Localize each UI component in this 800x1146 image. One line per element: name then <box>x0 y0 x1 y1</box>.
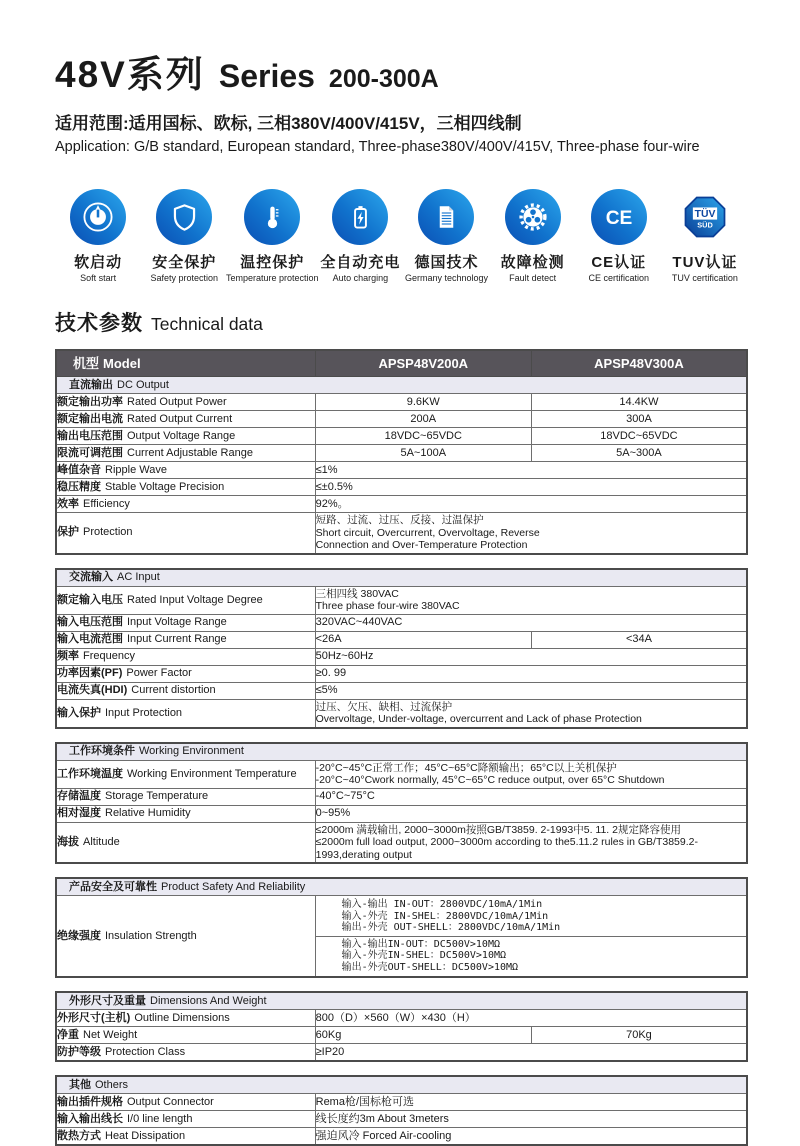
svg-text:SÜD: SÜD <box>697 220 713 230</box>
row-label <box>56 665 315 682</box>
row-label-en: Insulation Strength <box>105 929 197 942</box>
row-label-en: Altitude <box>83 835 120 848</box>
row-label <box>56 1027 315 1044</box>
row-label-en: Output Voltage Range <box>127 429 236 442</box>
row-value: 92%。 <box>315 496 747 513</box>
row-label-en: Output Connector <box>127 1095 214 1108</box>
row-label-cn: 输入电流范围 <box>57 633 123 645</box>
section-header <box>56 1076 747 1094</box>
title-range: 200-300A <box>328 65 439 93</box>
spec-row <box>56 682 747 699</box>
row-label-cn: 输出插件规格 <box>57 1095 123 1108</box>
row-value: 5A~100A <box>315 445 531 462</box>
row-label-en: Efficiency <box>83 497 130 510</box>
spec-row <box>56 445 747 462</box>
row-label-cn: 绝缘强度 <box>57 929 101 942</box>
section-title-en: Dimensions And Weight <box>150 994 267 1007</box>
row-label <box>56 631 315 648</box>
row-label-en: Frequency <box>83 650 135 662</box>
row-label-en: Outline Dimensions <box>134 1011 230 1024</box>
row-value: -40°C~75°C <box>315 788 747 805</box>
spec-table-others <box>55 1075 748 1146</box>
section-header-row <box>56 743 747 761</box>
row-label <box>56 479 315 496</box>
value-line: 输出-外壳OUT-SHELL：DC500V>10MΩ <box>341 961 519 973</box>
row-label <box>56 760 315 788</box>
application-range-en: Application: G/B standard, European standard, Three-phase380V/400V/415V, Three-phase four-wire <box>55 139 700 155</box>
row-label-cn: 额定输入电压 <box>57 593 123 606</box>
row-value: 200A <box>315 411 531 428</box>
value-line: Connection and Over-Temperature Protection <box>315 539 528 551</box>
feature-label-cn: 故障检测 <box>500 254 565 271</box>
row-value <box>315 699 747 728</box>
thermometer-icon <box>244 189 300 245</box>
row-label-en: Ripple Wave <box>105 463 167 476</box>
section-header-row <box>56 992 747 1010</box>
row-label-cn: 散热方式 <box>57 1129 101 1142</box>
svg-text:TÜV: TÜV <box>694 209 716 221</box>
value-line: 输入-外壳IN-SHEL：DC500V>10MΩ <box>341 950 507 961</box>
technical-data-heading-en: Technical data <box>151 314 263 334</box>
model-name: APSP48V300A <box>531 350 747 377</box>
value-line: 输入-输出IN-OUT：DC500V>10MΩ <box>341 938 500 950</box>
feature-label-cn: 安全保护 <box>152 254 217 271</box>
row-label-en: I/0 line length <box>127 1112 193 1125</box>
row-value: 50Hz~60Hz <box>315 648 747 665</box>
row-value: 18VDC~65VDC <box>315 428 531 445</box>
spec-row <box>56 805 747 822</box>
row-label-en: Relative Humidity <box>105 807 191 819</box>
section-title-cn: 产品安全及可靠性 <box>69 880 157 893</box>
row-label-cn: 保护 <box>57 526 79 539</box>
row-label-cn: 频率 <box>57 650 79 662</box>
model-name: APSP48V200A <box>315 350 531 377</box>
value-line: 短路、过流、过压、反接、过温保护 <box>315 514 484 526</box>
row-label-cn: 输入电压范围 <box>57 616 123 628</box>
row-label <box>56 614 315 631</box>
value-line: Overvoltage, Under-voltage, overcurrent and Lack of phase Protection <box>315 713 642 725</box>
shield-icon <box>156 189 212 245</box>
row-label-en: Input Voltage Range <box>127 616 227 628</box>
value-line: ≤2000m 满载输出, 2000~3000m按照GB/T3859. 2-1993中5. 11. 2规定降容使用 <box>315 823 681 836</box>
row-value: 320VAC~440VAC <box>315 614 747 631</box>
row-label <box>56 428 315 445</box>
spec-row <box>56 648 747 665</box>
row-label <box>56 513 315 554</box>
row-label-cn: 限流可调范围 <box>57 446 123 459</box>
row-label-en: Current distortion <box>131 684 216 696</box>
spec-row <box>56 428 747 445</box>
spec-table-ac-input <box>55 568 748 729</box>
row-label-cn: 外形尺寸(主机) <box>57 1011 131 1024</box>
section-header-row <box>56 569 747 587</box>
value-line: 1993,derating output <box>315 848 412 861</box>
section-header <box>56 878 747 896</box>
row-value: 9.6KW <box>315 394 531 411</box>
feature-label-en: Fault detect <box>509 273 557 283</box>
spec-row <box>56 614 747 631</box>
row-value: 14.4KW <box>531 394 747 411</box>
row-value: 60Kg <box>315 1027 531 1044</box>
spec-row <box>56 1010 747 1027</box>
model-header-row <box>56 350 747 377</box>
row-label <box>56 445 315 462</box>
row-label-en: Protection Class <box>105 1045 186 1058</box>
feature-label-cn: 德国技术 <box>414 254 479 271</box>
section-header <box>56 743 747 761</box>
row-label-en: Protection <box>83 526 133 539</box>
row-label-cn: 存储温度 <box>57 790 101 802</box>
row-label-cn: 防护等级 <box>57 1045 101 1058</box>
row-label <box>56 411 315 428</box>
stacked-value-group <box>316 936 746 976</box>
feature-item <box>662 189 748 283</box>
row-label <box>56 586 315 614</box>
section-header-row <box>56 1076 747 1094</box>
feature-item <box>403 189 489 283</box>
feature-label-en: Auto charging <box>332 273 389 283</box>
feature-label-en: Soft start <box>80 273 117 283</box>
feature-label-cn: 全自动充电 <box>320 254 401 271</box>
row-value: 5A~300A <box>531 445 747 462</box>
spec-table-product-safety-and-reliability <box>55 877 748 978</box>
feature-label-en: TUV certification <box>671 273 738 283</box>
model-header-label-cn: 机型 <box>73 356 100 371</box>
section-title-cn: 其他 <box>69 1078 91 1091</box>
spec-tables <box>55 349 748 1146</box>
feature-item <box>317 189 403 283</box>
value-line: Three phase four-wire 380VAC <box>315 600 460 612</box>
spec-table-working-environment <box>55 742 748 865</box>
row-label <box>56 1010 315 1027</box>
feature-item <box>227 189 317 283</box>
row-label-cn: 海拔 <box>57 835 79 848</box>
technical-data-heading <box>55 307 748 337</box>
row-label <box>56 788 315 805</box>
spec-row <box>56 760 747 788</box>
row-label-cn: 额定输出电流 <box>57 412 123 425</box>
row-label-en: Input Protection <box>105 706 183 719</box>
spec-row <box>56 699 747 728</box>
spec-row <box>56 479 747 496</box>
row-label-cn: 相对湿度 <box>57 807 101 819</box>
row-value: 0~95% <box>315 805 747 822</box>
row-label-cn: 输出电压范围 <box>57 429 123 442</box>
section-header <box>56 377 747 394</box>
row-label <box>56 496 315 513</box>
tuv-mark-icon <box>677 189 733 245</box>
row-label-en: Heat Dissipation <box>105 1129 186 1142</box>
row-value: ≥IP20 <box>315 1044 747 1062</box>
row-value: 70Kg <box>531 1027 747 1044</box>
value-line: 过压、欠压、缺相、过流保护 <box>315 700 453 713</box>
row-label-cn: 稳压精度 <box>57 480 101 493</box>
row-label-cn: 额定输出功率 <box>57 395 123 408</box>
section-header-row <box>56 878 747 896</box>
row-label-en: Storage Temperature <box>105 790 209 802</box>
feature-label-en: Temperature protection <box>226 273 319 283</box>
row-value <box>315 822 747 863</box>
row-label <box>56 1111 315 1128</box>
ce-mark-icon <box>591 189 647 245</box>
application-range-cn: 适用范围:适用国标、欧标, 三相380V/400V/415V，三相四线制 <box>55 114 522 133</box>
row-value: 线长度约3m About 3meters <box>315 1111 747 1128</box>
title-cn: 48V系列 <box>55 54 205 95</box>
technical-data-heading-cn: 技术参数 <box>55 312 143 335</box>
spec-row <box>56 496 747 513</box>
feature-label-en: Germany technology <box>404 273 489 283</box>
row-label-en: Net Weight <box>83 1028 138 1041</box>
title-en: Series <box>218 58 315 94</box>
row-label <box>56 1094 315 1111</box>
value-line: 输出-外壳 OUT-SHELL：2800VDC/10mA/1Min <box>341 922 561 933</box>
row-label-cn: 输入输出线长 <box>57 1112 123 1125</box>
spec-row <box>56 462 747 479</box>
section-header <box>56 992 747 1010</box>
row-value: 18VDC~65VDC <box>531 428 747 445</box>
battery-charging-icon <box>332 189 388 245</box>
section-title-cn: 交流输入 <box>69 571 113 583</box>
section-header-row <box>56 377 747 394</box>
feature-label-en: Safety protection <box>150 273 218 283</box>
value-line: -20°C~40°Cwork normally, 45°C~65°C reduce output, over 65°C Shutdown <box>315 774 665 786</box>
row-label <box>56 462 315 479</box>
row-value <box>315 760 747 788</box>
spec-row <box>56 788 747 805</box>
row-value <box>315 513 747 554</box>
feature-label-cn: 软启动 <box>74 254 123 271</box>
row-label-en: Rated Input Voltage Degree <box>127 593 263 606</box>
spec-row <box>56 1044 747 1062</box>
spec-table-dc-output <box>55 349 748 555</box>
row-label <box>56 822 315 863</box>
section-title-en: Product Safety And Reliability <box>161 880 306 893</box>
row-value: <34A <box>531 631 747 648</box>
feature-icons-row <box>55 189 748 283</box>
spec-row <box>56 411 747 428</box>
row-label <box>56 394 315 411</box>
section-title-cn: 直流输出 <box>69 378 113 391</box>
spec-row <box>56 896 747 978</box>
section-title-en: Others <box>95 1078 129 1091</box>
value-line: -20°C~45°C正常工作；45°C~65°C降额输出；65°C以上关机保护 <box>315 761 617 774</box>
row-label-cn: 净重 <box>57 1028 79 1041</box>
section-title-en: Working Environment <box>139 745 244 757</box>
section-title-cn: 工作环境条件 <box>69 745 135 757</box>
row-label-en: Working Environment Temperature <box>127 767 297 780</box>
row-label <box>56 1128 315 1146</box>
row-label <box>56 699 315 728</box>
row-label-en: Rated Output Power <box>127 395 227 408</box>
feature-label-cn: 温控保护 <box>240 254 305 271</box>
row-value: 300A <box>531 411 747 428</box>
spec-row <box>56 586 747 614</box>
value-line: ≤2000m full load output, 2000~3000m according to the5.11.2 rules in GB/T3859.2- <box>315 836 698 848</box>
svg-text:CE: CE <box>605 208 633 229</box>
row-value: Rema枪/国标枪可选 <box>315 1094 747 1111</box>
value-line: 三相四线 380VAC <box>315 587 399 600</box>
spec-row <box>56 1111 747 1128</box>
value-line: Short circuit, Overcurrent, Overvoltage, Reverse <box>315 526 540 539</box>
model-header-label-en: Model <box>103 356 141 371</box>
feature-label-cn: TUV认证 <box>672 254 738 271</box>
spec-row <box>56 1094 747 1111</box>
spec-row <box>56 631 747 648</box>
row-value <box>315 586 747 614</box>
row-value: ≤5% <box>315 682 747 699</box>
row-label-en: Current Adjustable Range <box>127 446 253 459</box>
feature-item <box>576 189 662 283</box>
section-title-cn: 外形尺寸及重量 <box>69 994 146 1007</box>
model-header-label <box>56 350 315 377</box>
row-label-en: Rated Output Current <box>127 412 233 425</box>
row-value: ≤±0.5% <box>315 479 747 496</box>
row-label-cn: 功率因素(PF) <box>57 667 123 679</box>
spec-table-dimensions-and-weight <box>55 991 748 1062</box>
spec-row <box>56 513 747 554</box>
row-label <box>56 1044 315 1062</box>
row-label <box>56 896 315 978</box>
row-label-cn: 输入保护 <box>57 706 101 719</box>
row-label <box>56 682 315 699</box>
row-value: 800（D）×560（W）×430（H） <box>315 1010 747 1027</box>
spec-row <box>56 394 747 411</box>
feature-label-cn: CE认证 <box>591 254 647 271</box>
spec-row <box>56 1128 747 1146</box>
value-line: 输入-输出 IN-OUT：2800VDC/10mA/1Min <box>341 899 543 910</box>
gear-icon <box>505 189 561 245</box>
feature-item <box>141 189 227 283</box>
section-header <box>56 569 747 587</box>
stacked-value-group <box>316 897 746 936</box>
feature-item <box>55 189 141 283</box>
row-value: ≤1% <box>315 462 747 479</box>
row-value: ≥0. 99 <box>315 665 747 682</box>
row-label-cn: 工作环境温度 <box>57 767 123 780</box>
row-label <box>56 648 315 665</box>
feature-item <box>490 189 576 283</box>
row-label-cn: 效率 <box>57 497 79 510</box>
row-label-cn: 电流失真(HDI) <box>57 684 128 696</box>
row-value: <26A <box>315 631 531 648</box>
section-title-en: DC Output <box>117 378 169 391</box>
row-label-en: Stable Voltage Precision <box>105 480 225 493</box>
document-icon <box>418 189 474 245</box>
soft-start-icon <box>70 189 126 245</box>
row-label-en: Power Factor <box>126 667 192 679</box>
row-label-en: Input Current Range <box>127 633 227 645</box>
row-value-stacked <box>315 896 747 978</box>
spec-row <box>56 1027 747 1044</box>
value-line: 输入-外壳 IN-SHEL：2800VDC/10mA/1Min <box>341 910 549 922</box>
feature-label-en: CE certification <box>588 273 650 283</box>
page-title <box>55 44 748 98</box>
row-label <box>56 805 315 822</box>
spec-row <box>56 822 747 863</box>
spec-row <box>56 665 747 682</box>
row-label-cn: 峰值杂音 <box>57 463 101 476</box>
section-title-en: AC Input <box>117 571 160 583</box>
row-value: 强迫风冷 Forced Air-cooling <box>315 1128 747 1146</box>
